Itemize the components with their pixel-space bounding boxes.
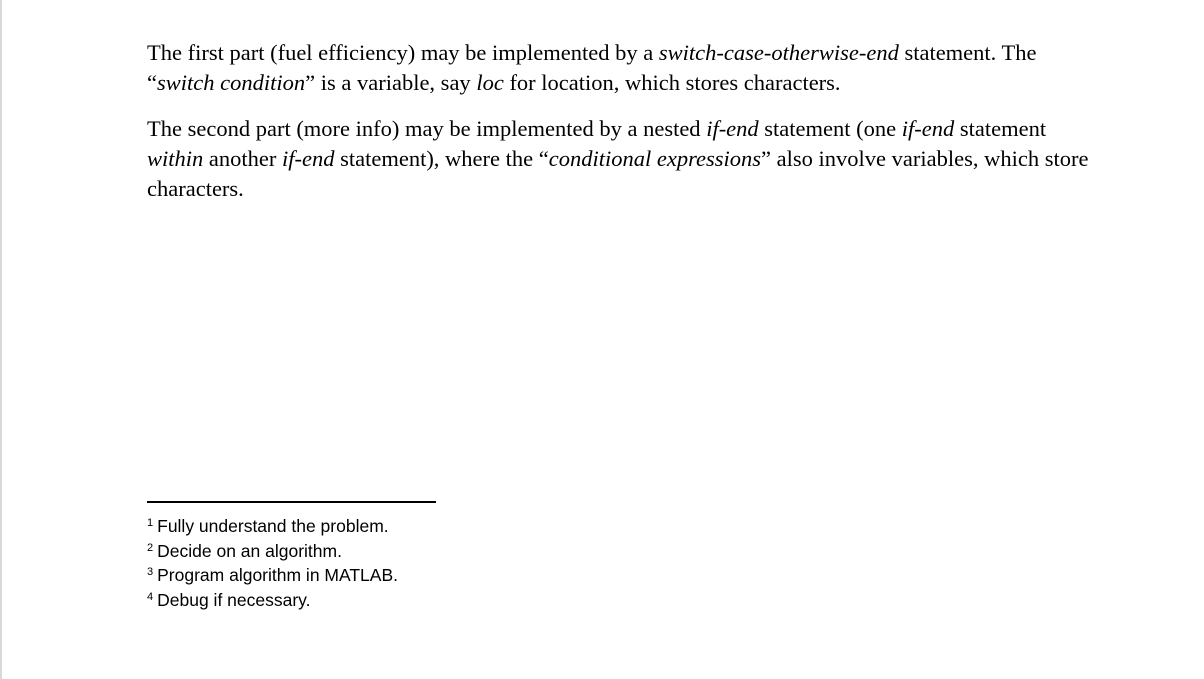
italic-term: if-end	[901, 116, 955, 141]
paragraph-2	[147, 114, 1107, 204]
italic-term: within	[147, 146, 204, 171]
footnote-text: Fully understand the problem.	[157, 516, 389, 536]
footnote-text: Decide on an algorithm.	[157, 540, 342, 561]
italic-term: if-end	[281, 146, 335, 171]
text-segment: ” also involve variables, which store characters.	[147, 146, 1089, 201]
footnote-3	[147, 563, 398, 588]
italic-term: loc	[476, 70, 504, 95]
text-segment: statement	[954, 116, 1047, 141]
footnote-text: Debug if necessary.	[157, 589, 311, 610]
footnote-2	[147, 539, 398, 564]
body-text	[147, 38, 1107, 220]
text-segment: The first part (fuel efficiency) may be implemented by a	[147, 40, 659, 65]
italic-term: conditional expressions	[548, 146, 762, 171]
footnote-separator	[147, 501, 436, 503]
text-segment: for location, which stores characters.	[503, 70, 841, 95]
text-segment: ” is a variable, say	[305, 70, 477, 95]
paragraph-1	[147, 38, 1107, 98]
footnote-number: 3	[147, 566, 154, 578]
text-segment: statement (one	[758, 116, 902, 141]
footnote-1	[147, 514, 398, 539]
footnote-4	[147, 588, 398, 613]
text-segment: statement), where the “	[334, 146, 549, 171]
italic-term: switch-case-otherwise-end	[658, 40, 899, 65]
text-segment: statement. The “	[147, 40, 1037, 95]
text-segment: The second part (more info) may be implemented by a nested	[147, 116, 707, 141]
footnote-text: Program algorithm in MATLAB.	[157, 565, 398, 585]
footnotes	[147, 514, 398, 612]
footnote-number: 1	[147, 517, 154, 529]
footnote-number: 4	[147, 590, 154, 603]
italic-term: if-end	[706, 116, 759, 141]
text-segment: another	[203, 146, 282, 171]
footnote-number: 2	[147, 541, 154, 554]
italic-term: switch condition	[157, 70, 306, 95]
